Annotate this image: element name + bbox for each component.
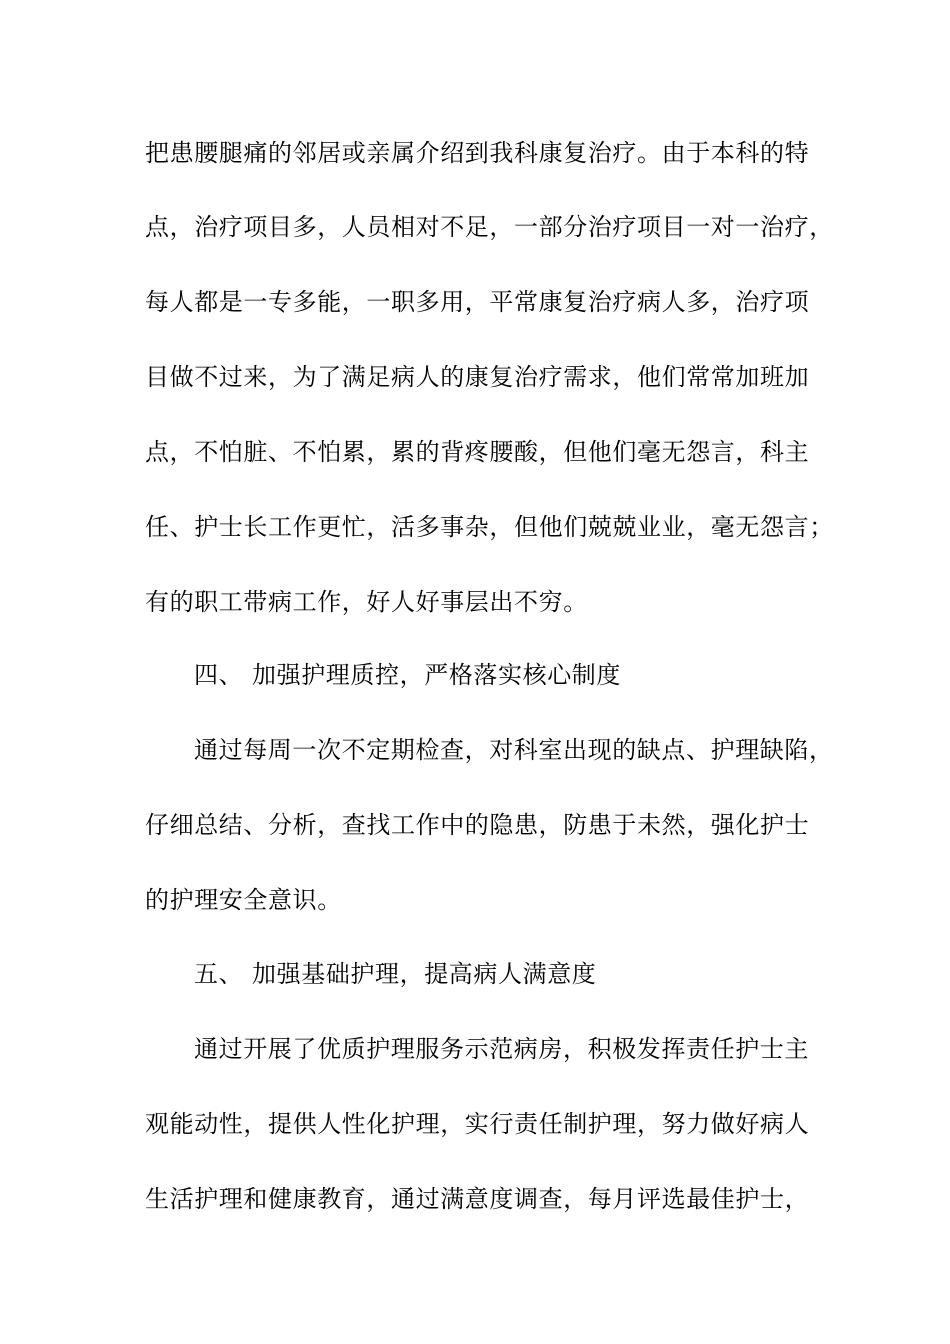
text-line: 目做不过来，为了满足病人的康复治疗需求，他们常常加班加 — [145, 363, 810, 391]
section-heading-4 — [194, 655, 884, 695]
text-line: 任、护士长工作更忙，活多事杂，但他们兢兢业业，毫无怨言； — [145, 513, 834, 541]
text-line: 点，治疗项目多，人员相对不足，一部分治疗项目一对一治疗， — [145, 213, 834, 241]
text-line: 每人都是一专多能，一职多用，平常康复治疗病人多，治疗项 — [145, 288, 810, 316]
text-line: 仔细总结、分析，查找工作中的隐患，防患于未然，强化护士 — [145, 811, 810, 839]
text-line: 的护理安全意识。 — [145, 886, 342, 914]
section-heading-5 — [194, 954, 884, 994]
text-line: 通过开展了优质护理服务示范病房，积极发挥责任护士主 — [194, 1035, 809, 1063]
section-title: 加强基础护理，提高病人满意度 — [252, 960, 597, 988]
text-line: 观能动性，提供人性化护理，实行责任制护理，努力做好病人 — [145, 1110, 810, 1138]
section-title: 加强护理质控，严格落实核心制度 — [252, 661, 621, 689]
text-line: 有的职工带病工作，好人好事层出不穷。 — [145, 588, 588, 616]
text-line: 通过每周一次不定期检查，对科室出现的缺点、护理缺陷， — [194, 736, 834, 764]
section-number: 五、 — [194, 960, 244, 988]
text-line: 点，不怕脏、不怕累，累的背疼腰酸，但他们毫无怨言，科主 — [145, 438, 810, 466]
text-line: 把患腰腿痛的邻居或亲属介绍到我科康复治疗。由于本科的特 — [145, 139, 810, 167]
text-line: 生活护理和健康教育，通过满意度调查，每月评选最佳护士， — [145, 1185, 810, 1213]
section-number: 四、 — [194, 661, 244, 689]
